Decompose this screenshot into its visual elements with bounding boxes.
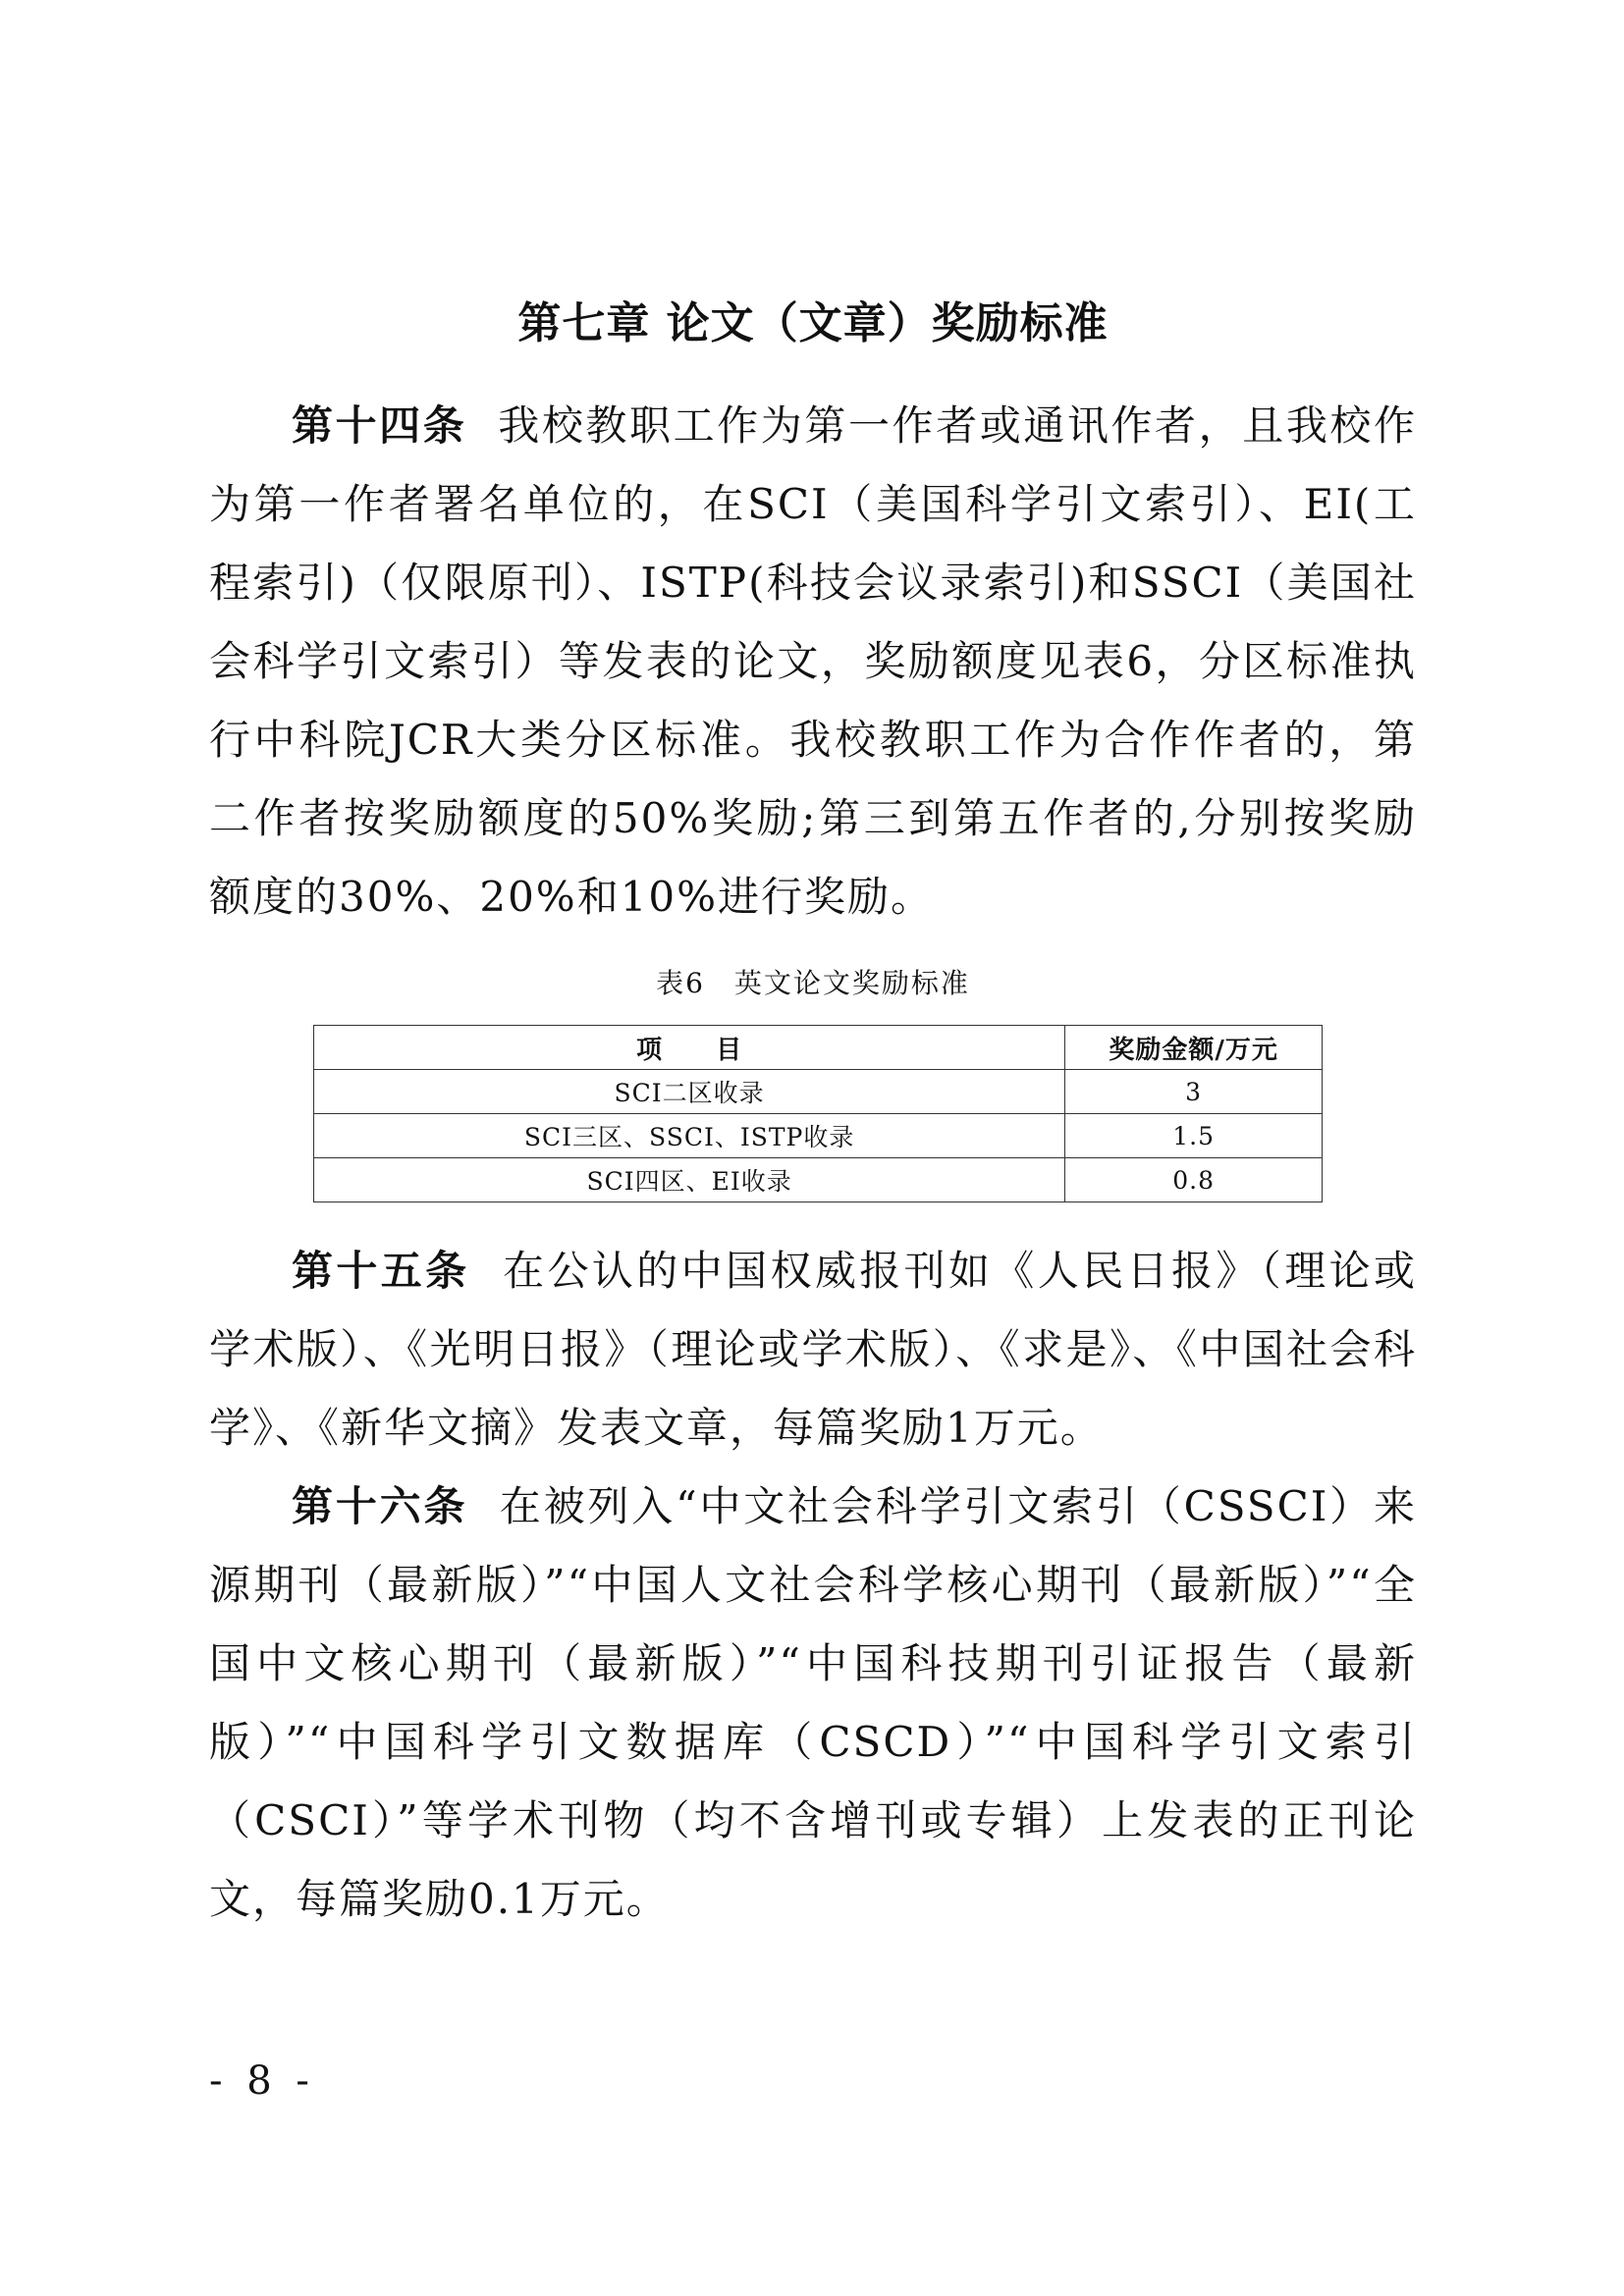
- row-item: SCI三区、SSCI、ISTP收录: [314, 1114, 1065, 1158]
- article-label: 第十四条: [292, 401, 467, 450]
- article-15: [209, 1232, 1417, 1468]
- row-amount: 0.8: [1065, 1158, 1323, 1202]
- table-row: [314, 1158, 1323, 1202]
- row-item: SCI四区、EI收录: [314, 1158, 1065, 1202]
- article-16: [209, 1468, 1417, 1939]
- table-row: [314, 1070, 1323, 1114]
- article-text: 在被列入“中文社会科学引文索引（CSSCI）来源期刊（最新版）”“中国人文社会科学核心期刊（最新版）”“全国中文核心期刊（最新版）”“中国科技期刊引证报告（最新版）”“中国科学引文数据库（CSCD）”“中国科学引文索引（CSCI）”等学术刊物（均不含增刊或专辑）上发表的正刊论文，每篇奖励0.1万元。: [209, 1482, 1417, 1923]
- article-14: [209, 387, 1417, 936]
- reward-table: [313, 1025, 1323, 1202]
- row-amount: 1.5: [1065, 1114, 1323, 1158]
- row-amount: 3: [1065, 1070, 1323, 1114]
- document-page: [209, 294, 1417, 1939]
- article-text: 我校教职工作为第一作者或通讯作者，且我校作为第一作者署名单位的，在SCI（美国科学引文索引）、EI(工程索引)（仅限原刊）、ISTP(科技会议录索引)和SSCI（美国社会科学引文索引）等发表的论文，奖励额度见表6，分区标准执行中科院JCR大类分区标准。我校教职工作为合作作者的，第二作者按奖励额度的50%奖励;第三到第五作者的,分别按奖励额度的30%、20%和10%进行奖励。: [209, 401, 1417, 921]
- article-label: 第十六条: [292, 1482, 468, 1530]
- table-row: [314, 1114, 1323, 1158]
- article-label: 第十五条: [292, 1247, 470, 1295]
- row-item: SCI二区收录: [314, 1070, 1065, 1114]
- page-number: - 8 -: [209, 2058, 315, 2104]
- chapter-title: 第七章 论文（文章）奖励标准: [517, 298, 1109, 348]
- table-header-row: [314, 1026, 1323, 1070]
- header-item: 项 目: [314, 1026, 1065, 1070]
- header-amount: 奖励金额/万元: [1065, 1026, 1323, 1070]
- article-text: 在公认的中国权威报刊如《人民日报》（理论或学术版）、《光明日报》（理论或学术版）、《求是》、《中国社会科学》、《新华文摘》发表文章，每篇奖励1万元。: [209, 1247, 1417, 1452]
- table-caption: 表6 英文论文奖励标准: [656, 967, 970, 999]
